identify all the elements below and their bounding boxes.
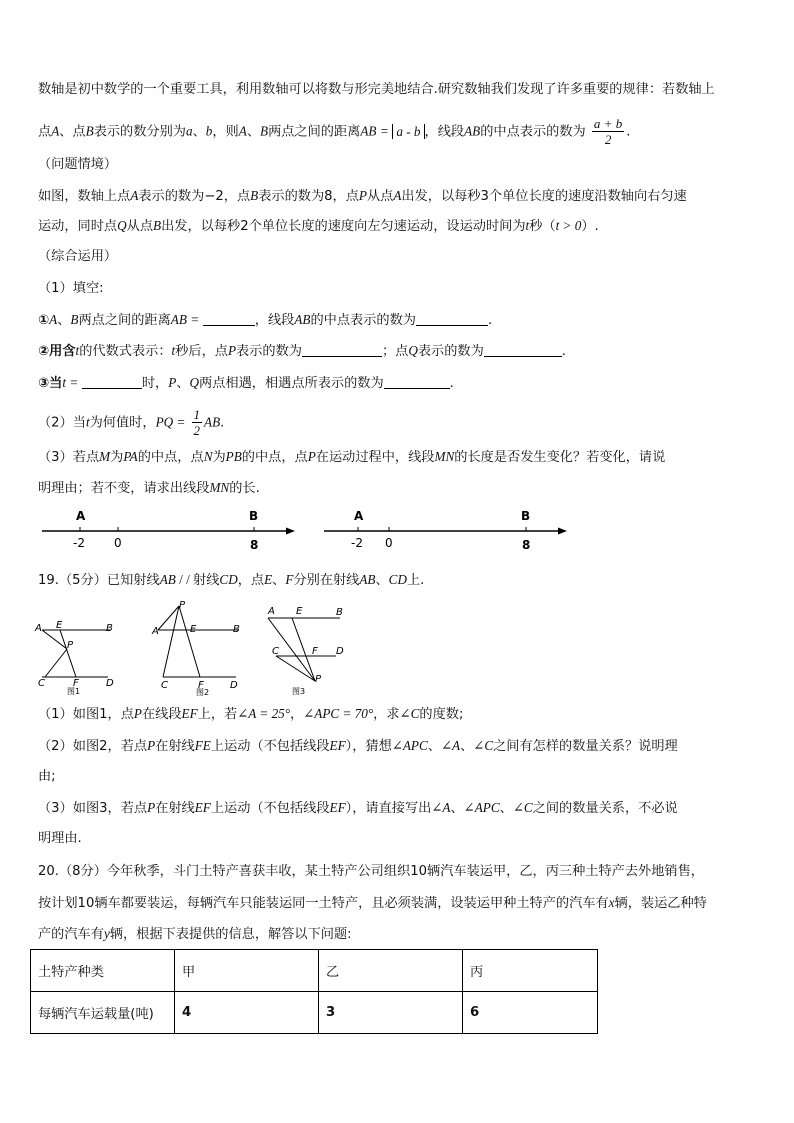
answer-blank[interactable] — [416, 311, 488, 326]
q19-part-3-line-1: （3）如图3，若点P在射线EF上运动（不包括线段EF），请直接写出∠A、∠APC、∠C之间的数量关系，不必说 — [38, 800, 678, 816]
tick-label: -2 — [73, 536, 85, 550]
answer-blank[interactable] — [203, 311, 255, 326]
q18-part-3-line-1: （3）若点M为PA的中点，点N为PB的中点，点P在运动过程中，线段MN的长度是否发生变化？若变化，请说 — [38, 449, 666, 465]
figure-caption: 图1 — [67, 687, 81, 696]
tick-label: 0 — [385, 536, 393, 550]
svg-text:P: P — [179, 600, 186, 611]
svg-text:B: B — [106, 623, 113, 634]
answer-blank[interactable] — [302, 342, 382, 357]
svg-text:A: A — [268, 606, 275, 617]
svg-text:A: A — [152, 626, 159, 637]
figure-3 — [267, 606, 344, 696]
q19-part-3-line-2: 明理由. — [38, 831, 82, 846]
svg-text:B: B — [336, 607, 343, 618]
q20-line-2: 按计划10辆车都要装运，每辆汽车只能装运同一土特产，且必须装满，设装运甲种土特产的汽车有x辆，装运乙种特 — [38, 895, 707, 911]
fill-1: ①A、B两点之间的距离AB = ，线段AB的中点表示的数为 . — [38, 312, 493, 328]
q19-part-1: （1）如图1，点P在线段EF上，若∠A = 25°，∠APC = 70°，求∠C的度数; — [38, 706, 464, 722]
table-row — [31, 992, 598, 1034]
geometry-figures — [30, 598, 360, 698]
table-row — [31, 950, 598, 992]
svg-text:D: D — [106, 678, 114, 689]
q18-part-2: （2）当t为何值时，PQ = $\frac{1}{2}$ AB. — [38, 407, 225, 438]
svg-text:E: E — [296, 606, 303, 617]
svg-text:P: P — [67, 640, 74, 651]
table-cell: 4 — [175, 992, 319, 1034]
tick-label: 8 — [250, 538, 259, 552]
point-label-B: B — [521, 509, 531, 523]
q18-line-2: 运动，同时点Q从点B出发，以每秒2个单位长度的速度向左匀速运动，设运动时间为t秒（t > 0）. — [38, 218, 599, 234]
svg-text:C: C — [38, 678, 45, 689]
figure-caption: 图2 — [196, 688, 210, 697]
tick-label: 0 — [114, 536, 122, 550]
svg-text:C: C — [272, 646, 279, 657]
q19-title: 19.（5分）已知射线AB / / 射线CD，点E、F分别在射线AB、CD上. — [38, 572, 425, 588]
figure-1 — [34, 620, 114, 696]
svg-text:E: E — [190, 624, 197, 635]
q20-line-1: 20.（8分）今年秋季，斗门土特产喜获丰收，某土特产公司组织10辆汽车装运甲，乙，丙三种土特产去外地销售， — [38, 864, 704, 879]
number-line-2 — [324, 509, 567, 552]
svg-text:D: D — [230, 680, 238, 691]
answer-blank[interactable] — [484, 342, 562, 357]
svg-text:F: F — [312, 646, 318, 657]
point-label-A: A — [76, 509, 86, 523]
tick-label: -2 — [351, 536, 363, 550]
q18-line-1: 如图，数轴上点A表示的数为−2，点B表示的数为8，点P从点A出发，以每秒3个单位长度的速度沿数轴向右匀速 — [38, 188, 687, 204]
table-cell: 每辆汽车运载量(吨) — [31, 992, 175, 1034]
table-cell: 6 — [463, 992, 598, 1034]
q19-part-2-line-1: （2）如图2，若点P在射线FE上运动（不包括线段EF），猜想∠APC、∠A、∠C之间有怎样的数量关系？说明理 — [38, 738, 678, 754]
specialty-table — [30, 949, 598, 1034]
half-fraction: $\frac{1}{2}$ — [193, 407, 201, 438]
svg-text:F: F — [198, 680, 204, 691]
table-cell: 甲 — [175, 950, 319, 992]
number-line-figures — [40, 505, 580, 555]
intro-line-2: 点A、点B表示的数分别为a、b，则A、B两点之间的距离AB = a - b ，线段AB的中点表示的数为 $\frac{a + b}{2}$ . — [38, 116, 631, 147]
svg-text:P: P — [315, 674, 322, 685]
svg-text:F: F — [73, 678, 79, 689]
figure-caption: 图3 — [292, 687, 306, 696]
answer-blank[interactable] — [82, 374, 142, 389]
number-line-1 — [42, 509, 295, 552]
fill-2: ②用含t的代数式表示：t秒后，点P表示的数为 ；点Q表示的数为 . — [38, 343, 566, 359]
apply-title: （综合运用） — [38, 249, 118, 264]
tick-label: 8 — [522, 538, 531, 552]
scene-title: （问题情境） — [38, 157, 118, 172]
table-cell: 土特产种类 — [31, 950, 175, 992]
figure-2 — [151, 600, 240, 697]
svg-text:C: C — [161, 680, 168, 691]
table-cell: 3 — [319, 992, 463, 1034]
intro-line-1: 数轴是初中数学的一个重要工具，利用数轴可以将数与形完美地结合.研究数轴我们发现了许多重要的规律：若数轴上 — [38, 82, 715, 97]
table-cell: 丙 — [463, 950, 598, 992]
abs-expression: a - b — [392, 124, 424, 139]
fill-3: ③当t = 时，P、Q两点相遇，相遇点所表示的数为 . — [38, 375, 454, 391]
table-cell: 乙 — [319, 950, 463, 992]
midpoint-fraction: $\frac{a + b}{2}$ — [593, 116, 623, 147]
q20-line-3: 产的汽车有y辆，根据下表提供的信息，解答以下问题: — [38, 926, 352, 942]
svg-text:A: A — [35, 623, 42, 634]
q18-part-1: （1）填空: — [38, 281, 104, 296]
point-label-B: B — [249, 509, 259, 523]
point-label-A: A — [354, 509, 364, 523]
svg-text:B: B — [233, 624, 240, 635]
svg-text:D: D — [336, 646, 344, 657]
svg-text:E: E — [56, 620, 63, 631]
q18-part-3-line-2: 明理由；若不变，请求出线段MN的长. — [38, 480, 260, 496]
answer-blank[interactable] — [384, 374, 450, 389]
q19-part-2-line-2: 由; — [38, 769, 56, 784]
